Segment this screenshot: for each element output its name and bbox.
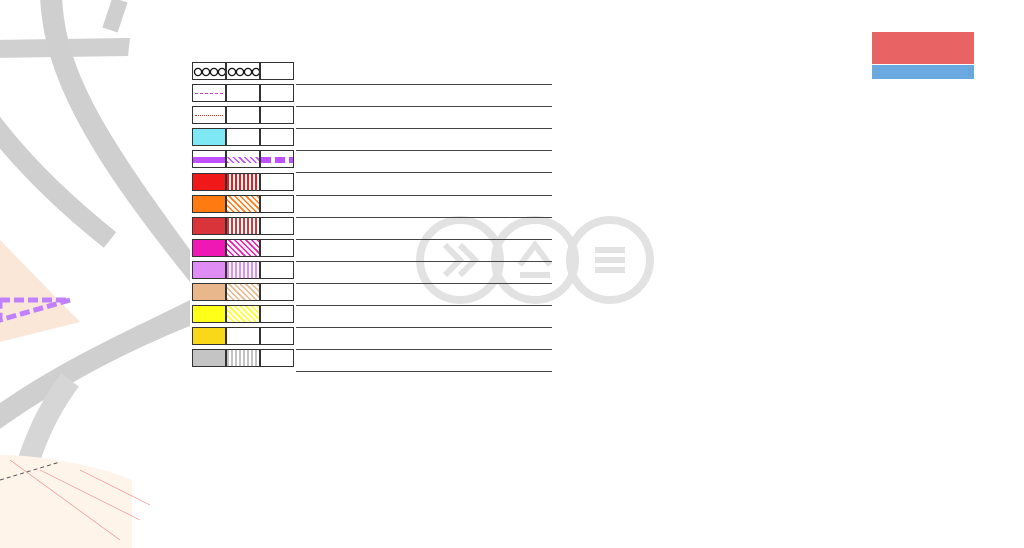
circle-symbol xyxy=(227,63,260,80)
map-parcel xyxy=(0,240,80,342)
symbol-navrh xyxy=(226,217,260,235)
line-symbol xyxy=(195,115,223,116)
circle-symbol xyxy=(193,63,226,80)
symbol-vyhled xyxy=(260,261,294,279)
symbol-stav xyxy=(192,327,226,345)
legend-label xyxy=(296,135,552,151)
symbol-vyhled xyxy=(260,128,294,146)
legend-label xyxy=(296,334,552,350)
symbol-navrh xyxy=(226,305,260,323)
symbol-navrh xyxy=(226,128,260,146)
symbol-navrh xyxy=(226,239,260,257)
symbol-vyhled xyxy=(260,239,294,257)
symbol-navrh xyxy=(226,62,260,80)
symbol-vyhled xyxy=(260,195,294,213)
line-symbol xyxy=(195,93,223,94)
legend-label xyxy=(296,202,552,218)
legend-row xyxy=(190,239,570,261)
symbol-stav xyxy=(192,305,226,323)
symbol-stav xyxy=(192,195,226,213)
symbol-navrh xyxy=(226,106,260,124)
symbol-navrh xyxy=(226,327,260,345)
symbol-navrh xyxy=(226,283,260,301)
symbol-vyhled xyxy=(260,305,294,323)
symbol-navrh xyxy=(226,84,260,102)
symbol-navrh xyxy=(226,349,260,367)
legend-label xyxy=(296,246,552,262)
legend-row xyxy=(190,217,570,239)
legend-row xyxy=(190,261,570,283)
legend-label xyxy=(296,268,552,284)
symbol-vyhled xyxy=(260,349,294,367)
legend-label xyxy=(296,180,552,196)
map-fragment xyxy=(0,0,190,548)
symbol-navrh xyxy=(226,195,260,213)
legend-label xyxy=(296,157,552,173)
brand-logo xyxy=(872,32,974,80)
symbol-stav xyxy=(192,106,226,124)
symbol-vyhled xyxy=(260,84,294,102)
legend-row xyxy=(190,349,570,371)
legend-label xyxy=(296,312,552,328)
legend-label xyxy=(296,113,552,129)
symbol-stav xyxy=(192,62,226,80)
legend-row xyxy=(190,150,570,172)
legend-label xyxy=(296,224,552,240)
symbol-vyhled xyxy=(260,150,294,168)
legend-row xyxy=(190,327,570,349)
symbol-stav xyxy=(192,349,226,367)
symbol-vyhled xyxy=(260,327,294,345)
legend-label xyxy=(296,356,552,372)
symbol-vyhled xyxy=(260,283,294,301)
symbol-vyhled xyxy=(260,173,294,191)
symbol-navrh xyxy=(226,261,260,279)
legend-row xyxy=(190,62,570,84)
symbol-stav xyxy=(192,239,226,257)
symbol-navrh xyxy=(226,173,260,191)
symbol-vyhled xyxy=(260,217,294,235)
symbol-stav xyxy=(192,283,226,301)
symbol-stav xyxy=(192,84,226,102)
legend-label xyxy=(296,69,552,85)
legend-row xyxy=(190,106,570,128)
symbol-stav xyxy=(192,128,226,146)
map-road xyxy=(110,0,120,30)
symbol-stav xyxy=(192,173,226,191)
symbol-stav xyxy=(192,217,226,235)
legend-row xyxy=(190,84,570,106)
legend-row xyxy=(190,283,570,305)
symbol-navrh xyxy=(226,150,260,168)
symbol-vyhled xyxy=(260,62,294,80)
symbol-vyhled xyxy=(260,106,294,124)
legend-label xyxy=(296,290,552,306)
legend-label xyxy=(296,91,552,107)
symbol-stav xyxy=(192,150,226,168)
legend-row xyxy=(190,195,570,217)
legend-row xyxy=(190,305,570,327)
legend-row xyxy=(190,173,570,195)
legend-row xyxy=(190,128,570,150)
symbol-stav xyxy=(192,261,226,279)
